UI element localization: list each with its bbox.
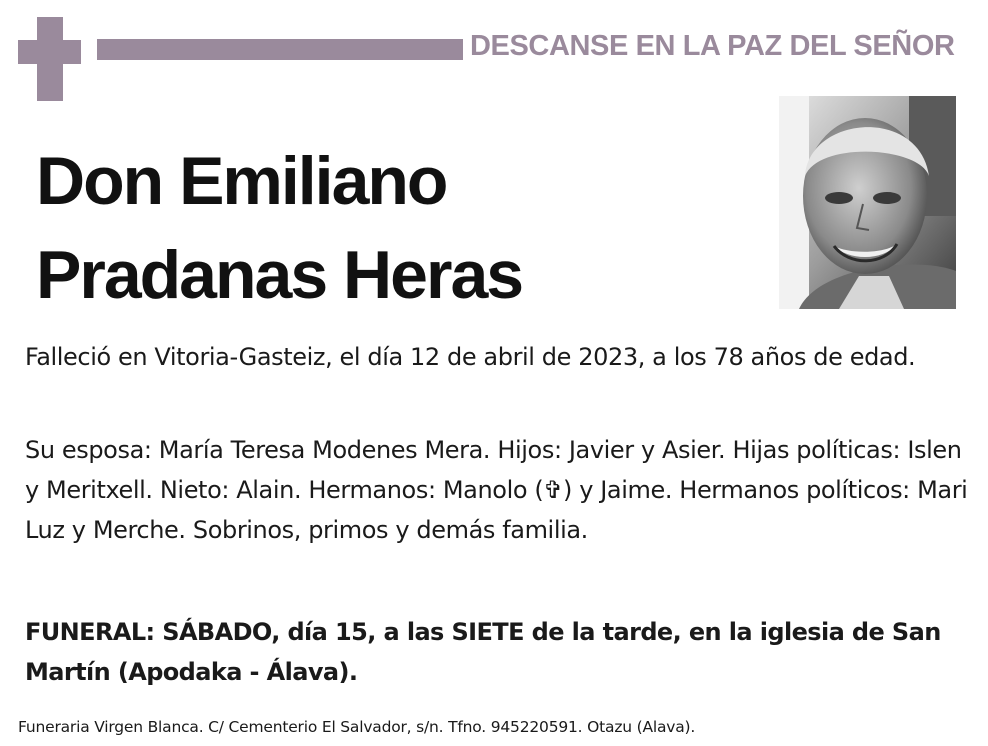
header-title: DESCANSE EN LA PAZ DEL SEÑOR — [470, 30, 955, 62]
portrait-photo — [779, 96, 956, 309]
cross-horizontal-bar — [18, 40, 81, 64]
family-list: Su esposa: María Teresa Modenes Mera. Hijos: Javier y Asier. Hijas políticas: Islen y Meritxell. Nieto: Alain. Hermanos: Manolo (✞) y Jaime. Hermanos políticos: Mari Luz y Merche. Sobrinos, primos y demás familia. — [25, 436, 968, 544]
death-info: Falleció en Vitoria-Gasteiz, el día 12 de abril de 2023, a los 78 años de edad. — [25, 343, 916, 371]
deceased-name-line1: Don Emiliano — [36, 143, 447, 219]
funeral-info: FUNERAL: SÁBADO, día 15, a las SIETE de la tarde, en la iglesia de San Martín (Apodaka - Álava). — [25, 618, 941, 686]
funeral-home-footer: Funeraria Virgen Blanca. C/ Cementerio El Salvador, s/n. Tfno. 945220591. Otazu (Alava). — [18, 718, 696, 736]
header-divider-bar — [97, 39, 463, 60]
deceased-name — [36, 134, 522, 322]
deceased-name-line2: Pradanas Heras — [36, 237, 523, 313]
